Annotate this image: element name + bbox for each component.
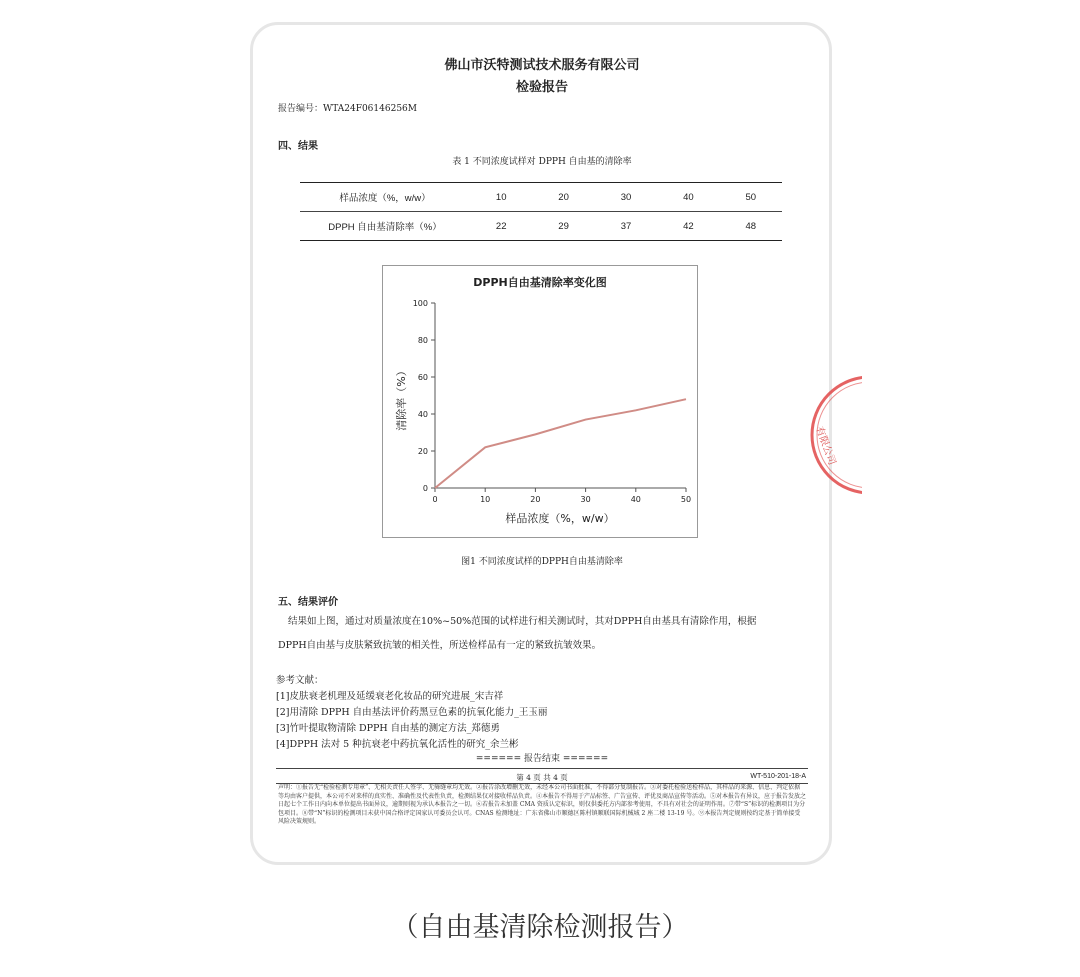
image-caption: （自由基清除检测报告） xyxy=(391,912,689,943)
table-cell: 10 xyxy=(470,183,532,212)
section-results-heading: 四、结果 xyxy=(278,141,318,152)
reference-item: [4]DPPH 法对 5 种抗衰老中药抗氧化活性的研究_余兰彬 xyxy=(276,739,519,750)
table-cell: 42 xyxy=(657,212,719,241)
chart-x-tick-label: 0 xyxy=(432,495,438,504)
chart-x-tick-label: 40 xyxy=(630,495,641,504)
reference-item: [2]用清除 DPPH 自由基法评价药黑豆色素的抗氧化能力_王玉丽 xyxy=(276,707,548,718)
reference-item: [1]皮肤衰老机理及延缓衰老化妆品的研究进展_宋吉祥 xyxy=(276,691,504,702)
table-cell: 29 xyxy=(532,212,594,241)
chart-container xyxy=(382,265,698,538)
chart-y-axis-label: 清除率（%） xyxy=(395,365,408,431)
table-caption: 表 1 不同浓度试样对 DPPH 自由基的清除率 xyxy=(452,157,632,167)
table-cell: 50 xyxy=(720,183,782,212)
company-seal-stamp xyxy=(802,370,862,500)
page-number: 第 4 页 共 4 页 xyxy=(516,773,568,782)
table-row-label: DPPH 自由基清除率（%） xyxy=(300,212,470,241)
chart-y-tick-label: 60 xyxy=(417,373,428,382)
evaluation-text-line-1: 结果如上图，通过对质量浓度在10%~50%范围的试样进行相关测试时，其对DPPH自由基具有清除作用，根据 xyxy=(288,616,757,627)
table-header-label: 样品浓度（%，w/w） xyxy=(300,183,470,212)
chart-y-tick-label: 100 xyxy=(412,299,428,308)
chart-x-axis-label: 样品浓度（%，w/w） xyxy=(505,512,615,525)
section-evaluation-heading: 五、结果评价 xyxy=(278,597,338,608)
chart-y-tick-label: 80 xyxy=(417,336,428,345)
chart-x-tick-label: 10 xyxy=(480,495,491,504)
table-data-row xyxy=(300,212,782,241)
results-table xyxy=(300,182,782,241)
company-name: 佛山市沃特测试技术服务有限公司 xyxy=(444,58,640,73)
table-cell: 40 xyxy=(657,183,719,212)
chart-x-tick-label: 20 xyxy=(530,495,541,504)
report-title: 检验报告 xyxy=(515,80,568,95)
chart-y-tick-label: 40 xyxy=(417,410,428,419)
table-cell: 37 xyxy=(595,212,657,241)
divider xyxy=(276,768,808,769)
report-end-marker: ====== 报告结束 ====== xyxy=(475,754,609,764)
figure-caption: 图1 不同浓度试样的DPPH自由基清除率 xyxy=(461,557,623,567)
line-chart xyxy=(383,266,697,537)
table-cell: 20 xyxy=(532,183,594,212)
table-cell: 22 xyxy=(470,212,532,241)
evaluation-text-line-2: DPPH自由基与皮肤紧致抗皱的相关性，所送检样品有一定的紧致抗皱效果。 xyxy=(278,640,602,651)
table-header-row xyxy=(300,183,782,212)
report-number: 报告编号：WTA24F06146256M xyxy=(278,104,417,114)
report-page xyxy=(272,40,838,850)
document-id: WT-510-201-18-A xyxy=(750,773,806,780)
chart-x-tick-label: 50 xyxy=(680,495,692,504)
disclaimer-text: 声明：①报告无“检验检测专用章”、无相关责任人签字、无骑缝章均无效。②报告涂改增删无效，未经本公司书面批准，不得部分复制报告。③对委托检验送检样品，其样品的来源、信息、判定依据等均由客户提供，本公司不对来样的真实性、准确性及代表性负责，检测结果仅对接收样品负责。④本报告不得用于产品标签、广告宣传、评优及商品宣传等活动。⑤对本报告有异议，应于报告发放之日起七个工作日内向本单位提出书面异议，逾期则视为承认本报告之一切。⑥若报告未加盖 CMA 资质认定标识，则仅供委托方内部参考使用，不具有对社会的证明作用。⑦带“S”标识的检测项目为分包项目。⑧带“N”标识的检测项目未获中国合格评定国家认可委员会认可。CNAS 检测地址：广东省佛山市顺德区陈村镇顺联国际机械城 2 座二楼 13-19 号。⑨本报告判定规则按约定基于简单接受风险决策规则。 xyxy=(278,784,807,826)
chart-y-tick-label: 20 xyxy=(417,447,428,456)
chart-y-tick-label: 0 xyxy=(422,484,428,493)
references-title: 参考文献： xyxy=(276,675,324,686)
chart-x-tick-label: 30 xyxy=(580,495,591,504)
svg-text:有限公司: 有限公司 xyxy=(813,425,838,467)
table-cell: 48 xyxy=(720,212,782,241)
chart-title: DPPH自由基清除率变化图 xyxy=(473,276,607,289)
chart-series-line xyxy=(435,399,686,488)
reference-item: [3]竹叶提取物清除 DPPH 自由基的测定方法_郑德勇 xyxy=(276,723,500,734)
table-cell: 30 xyxy=(595,183,657,212)
